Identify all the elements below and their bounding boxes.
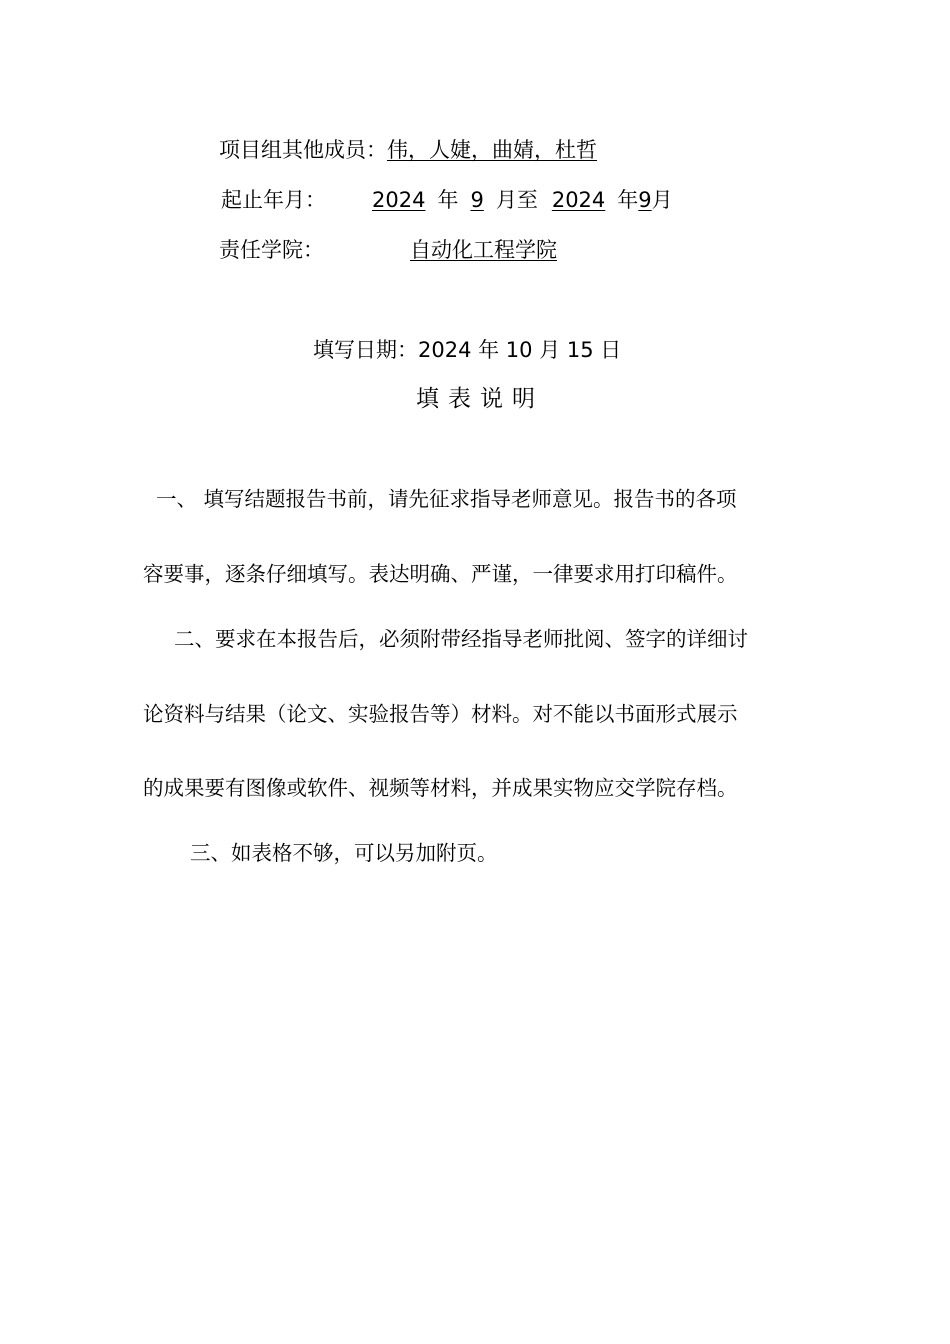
college-label: 责任学院： [219, 238, 324, 262]
instruction-item-2-line-3: 的成果要有图像或软件、视频等材料，并成果实物应交学院存档。 [143, 776, 738, 800]
period-label: 起止年月： [221, 188, 326, 212]
college-value: 自动化工程学院 [410, 238, 557, 262]
year-unit-1: 年 [437, 188, 459, 212]
start-year-field [372, 188, 437, 212]
instruction-item-1-line-1: 一、 填写结题报告书前，请先征求指导老师意见。报告书的各项 [156, 487, 737, 511]
month-to: 月至 [495, 188, 538, 212]
end-month-value: 9 [638, 188, 652, 212]
start-year-value: 2024 [372, 188, 426, 212]
end-year-field [538, 188, 617, 212]
college-row [219, 236, 643, 264]
instructions-title: 填表说明 [416, 386, 544, 412]
members-row [219, 136, 597, 164]
start-month-value: 9 [470, 188, 484, 212]
end-year-value: 2024 [551, 188, 606, 212]
instruction-item-2-line-1: 二、要求在本报告后，必须附带经指导老师批阅、签字的详细讨 [174, 627, 748, 651]
period-row [221, 186, 673, 214]
fill-date: 填写日期：2024 年 10 月 15 日 [313, 338, 622, 362]
instruction-item-2-line-2: 论资料与结果（论文、实验报告等）材料。对不能以书面形式展示 [143, 702, 738, 726]
year-unit-2: 年 [617, 188, 639, 212]
instruction-item-1-line-2: 容要事，逐条仔细填写。表达明确、严谨，一律要求用打印稿件。 [143, 562, 738, 586]
start-month-field [458, 188, 495, 212]
instruction-item-3-line-1: 三、如表格不够，可以另加附页。 [190, 841, 498, 865]
members-value: 伟，人婕，曲婧，杜哲 [387, 138, 597, 162]
college-field [324, 238, 643, 262]
month-unit: 月 [651, 188, 673, 212]
members-label: 项目组其他成员： [219, 138, 387, 162]
